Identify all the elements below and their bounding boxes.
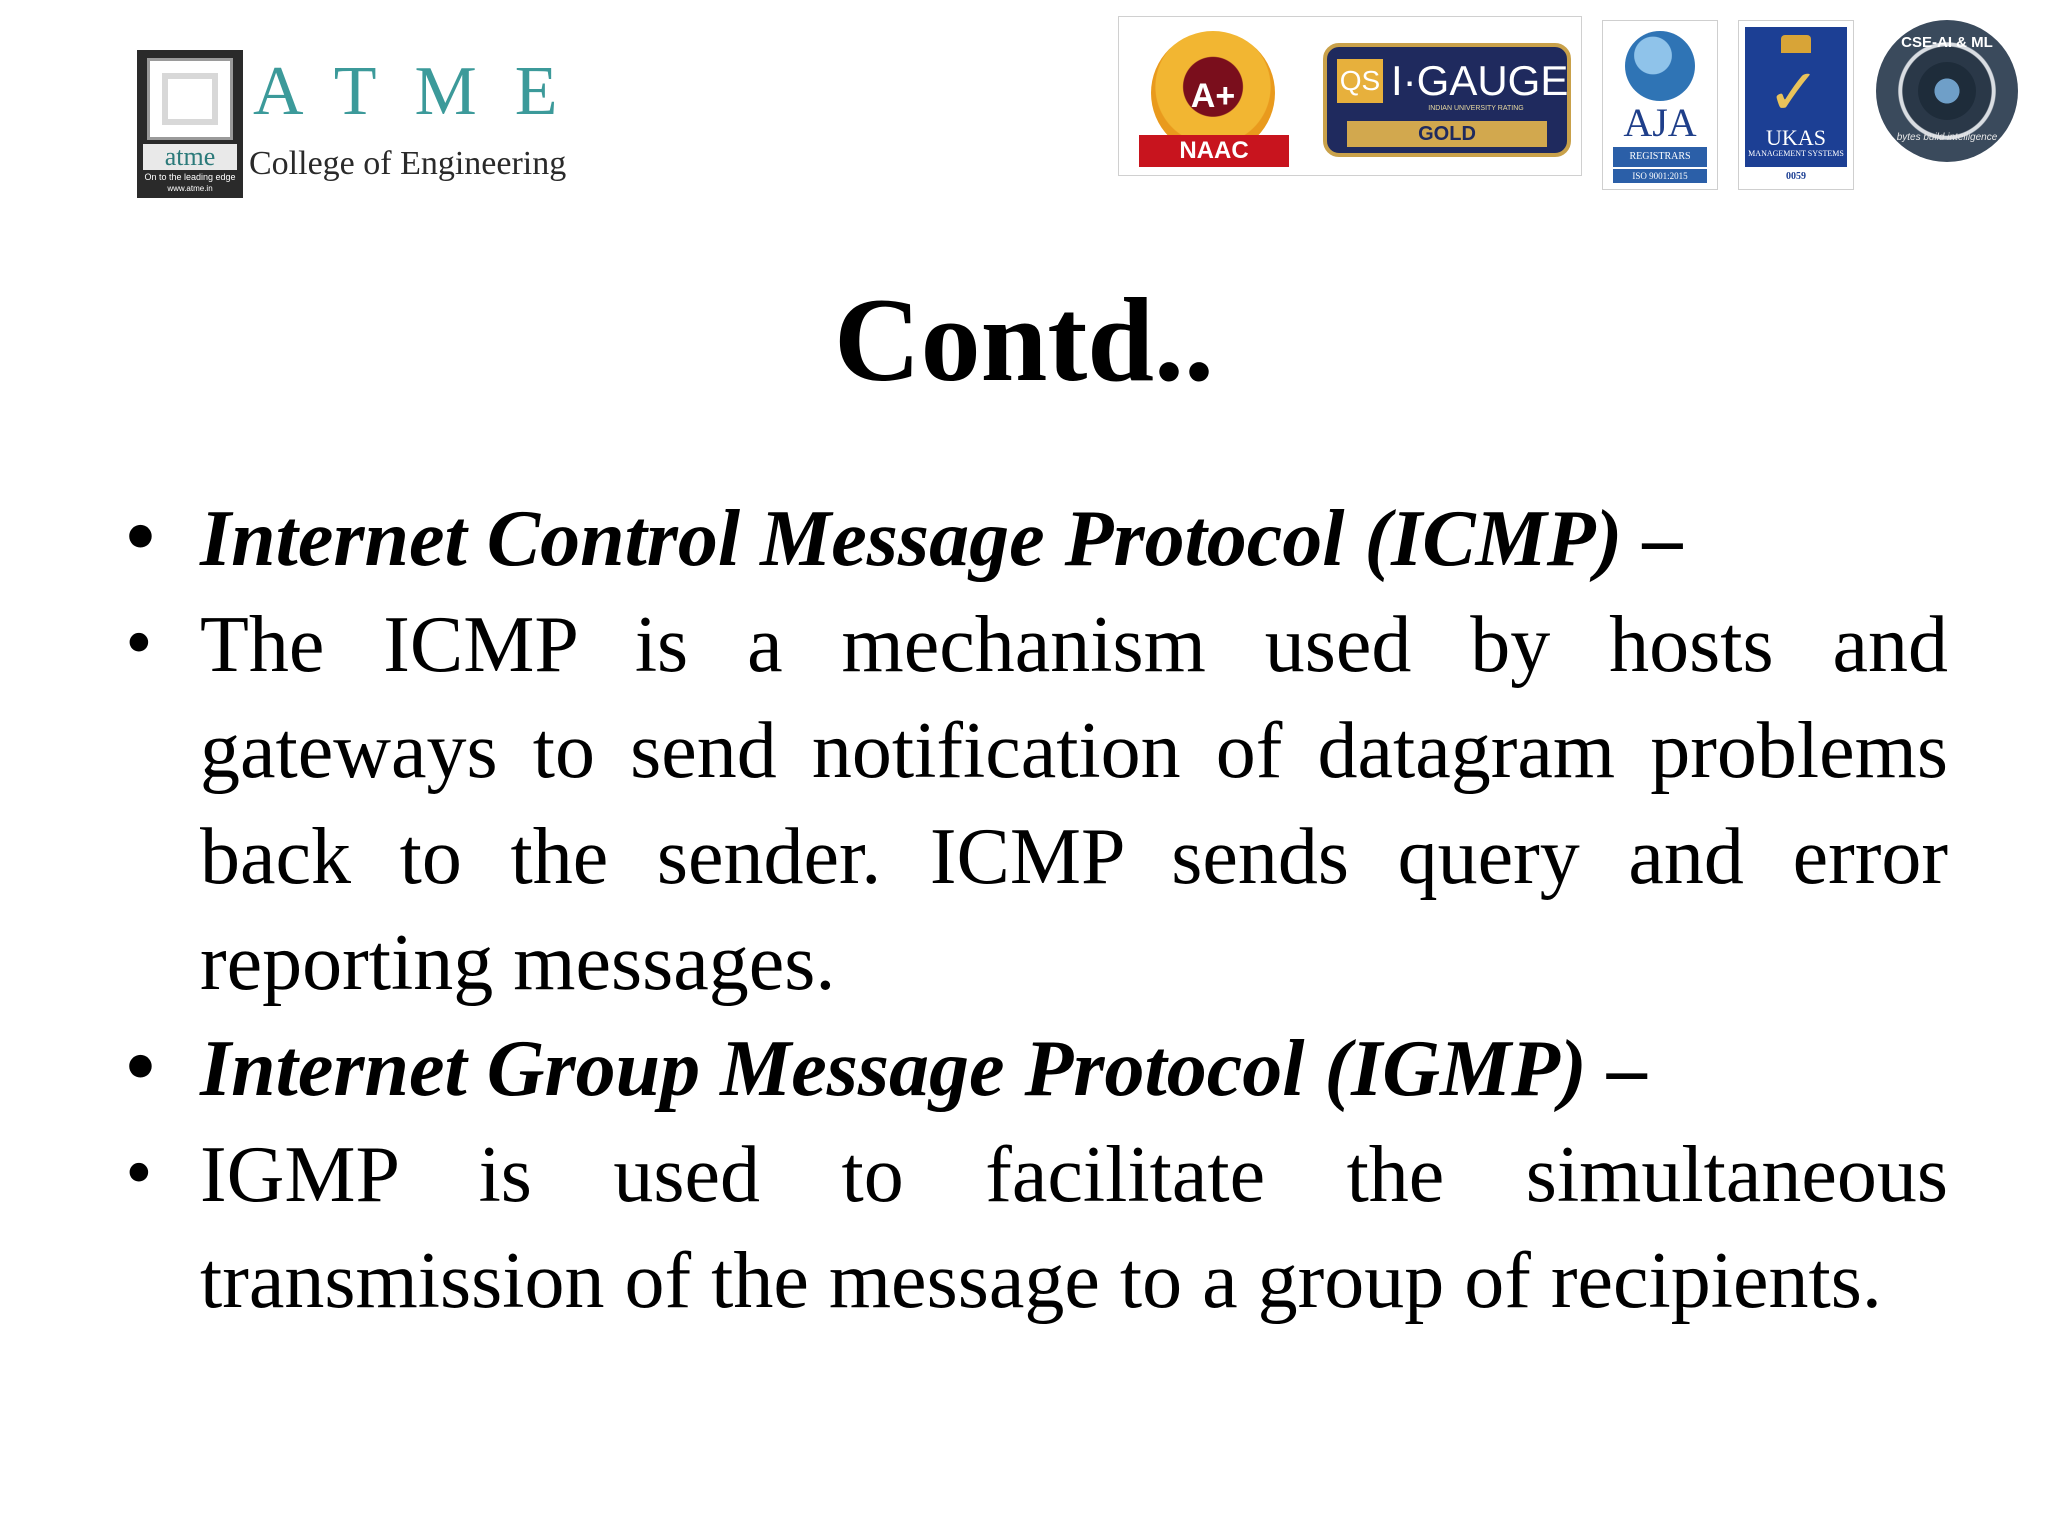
cse-tagline: bytes build intelligence [1896,132,1998,143]
aja-iso: ISO 9001:2015 [1613,169,1707,183]
bullet-list [120,486,1948,1334]
bullet-igmp-heading [120,1016,1948,1122]
naac-badge [1125,25,1305,175]
check-icon: ✓ [1767,56,1821,130]
bullet-icmp-heading [120,486,1948,592]
bullet-igmp-description [120,1122,1948,1334]
bullet-icon: • [120,1138,158,1212]
qs-mark: QS [1337,59,1383,103]
ukas-panel [1745,27,1847,167]
atme-url: www.atme.in [167,184,213,193]
bullet-text: The ICMP is a mechanism used by hosts and gateways to send notification of datagram problems back to the sender. ICMP sends query and error reporting messages. [200,601,1948,1007]
aja-badge [1602,20,1718,190]
bullet-text: IGMP is used to facilitate the simultaneous transmission of the message to a group of recipients. [200,1131,1948,1325]
badge-strip [1118,16,1582,176]
bullet-icon: • [120,1032,161,1106]
igauge-subtitle: INDIAN UNIVERSITY RATING [1428,105,1524,112]
globe-icon [1625,31,1695,101]
igauge-name: I·GAUGE [1391,57,1569,104]
ukas-name: UKAS [1766,125,1826,150]
crown-icon [1781,35,1811,53]
aja-name: AJA [1623,100,1697,145]
atme-badge-text: atme [143,144,237,170]
ukas-badge [1738,20,1854,190]
bullet-icon: • [120,502,161,576]
atme-square-icon [147,58,233,140]
cse-aiml-badge [1876,20,2018,162]
ukas-subtitle: MANAGEMENT SYSTEMS [1748,149,1844,158]
bullet-icon: • [120,608,158,682]
atme-logo [137,50,603,200]
igauge-rating: GOLD [1347,121,1547,147]
naac-grade: A+ [1190,77,1236,115]
college-name: College of Engineering [249,145,567,182]
atme-logo-mark [137,50,243,198]
accreditation-badges [1118,16,2018,190]
naac-label: NAAC [1139,135,1289,167]
bullet-text: Internet Group Message Protocol (IGMP) [200,1025,1587,1113]
aja-registrars: REGISTRARS [1613,147,1707,167]
slide-title: Contd.. [833,273,1215,406]
cse-text: CSE-AI & ML [1901,34,1993,51]
atme-letters: ATME [253,53,596,130]
atme-tagline: On to the leading edge [144,172,236,182]
igauge-badge [1323,43,1571,157]
bullet-text: Internet Control Message Protocol (ICMP) [200,495,1623,583]
ukas-number: 0059 [1786,171,1806,182]
bullet-dash: – [1586,1025,1647,1113]
bullet-icmp-description [120,592,1948,1016]
bullet-dash: – [1622,495,1683,583]
brain-icon [1918,62,1976,120]
